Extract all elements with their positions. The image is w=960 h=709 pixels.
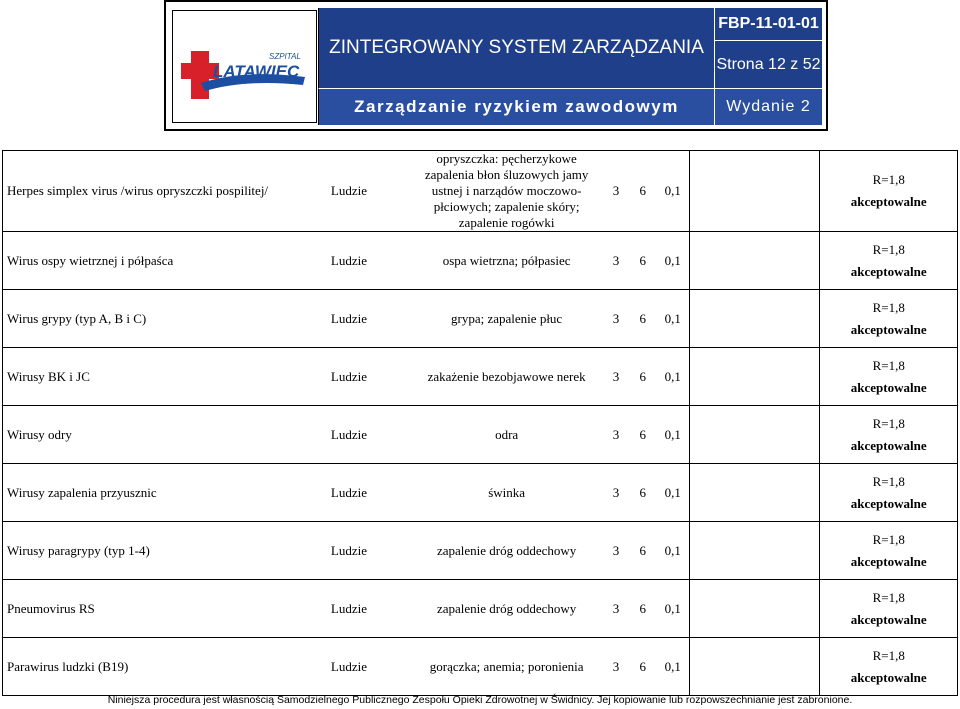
risk-cell — [820, 151, 958, 232]
spacer-cell — [690, 522, 820, 580]
risk-cell — [820, 406, 958, 464]
probability-cell: 0,1 — [656, 638, 690, 696]
probability-cell: 0,1 — [656, 151, 690, 232]
risk-cell — [820, 348, 958, 406]
exposure-cell: 6 — [629, 290, 656, 348]
spacer-cell — [690, 232, 820, 290]
spacer-cell — [690, 580, 820, 638]
page-number: Strona 12 z 52 — [714, 41, 822, 88]
risk-cell — [820, 580, 958, 638]
risk-value: R=1,8 — [872, 647, 905, 663]
spacer-cell — [690, 290, 820, 348]
group-cell: Ludzie — [287, 464, 410, 522]
agent-cell: Wirusy zapalenia przyusznic — [3, 464, 288, 522]
risk-cell — [820, 522, 958, 580]
risk-cell — [820, 638, 958, 696]
table-row — [3, 406, 958, 464]
severity-cell: 3 — [603, 348, 630, 406]
table-row — [3, 232, 958, 290]
probability-cell: 0,1 — [656, 232, 690, 290]
effect-cell: odra — [411, 406, 603, 464]
table-row — [3, 522, 958, 580]
risk-level: akceptowalne — [850, 263, 927, 279]
exposure-cell: 6 — [629, 638, 656, 696]
effect-cell: opryszczka: pęcherzykowe zapalenia błon śluzowych jamy ustnej i narządów moczowo-płciowych; zapalenie skóry; zapalenie rogówki — [411, 151, 603, 232]
document-subtitle: Zarządzanie ryzykiem zawodowym — [318, 88, 714, 125]
effect-cell: ospa wietrzna; półpasiec — [411, 232, 603, 290]
risk-level: akceptowalne — [850, 553, 927, 569]
risk-level: akceptowalne — [850, 437, 927, 453]
table-row — [3, 290, 958, 348]
exposure-cell: 6 — [629, 580, 656, 638]
agent-cell: Parawirus ludzki (B19) — [3, 638, 288, 696]
risk-value: R=1,8 — [872, 357, 905, 373]
table-row — [3, 464, 958, 522]
effect-cell: grypa; zapalenie płuc — [411, 290, 603, 348]
table-row — [3, 580, 958, 638]
agent-cell: Wirus grypy (typ A, B i C) — [3, 290, 288, 348]
exposure-cell: 6 — [629, 348, 656, 406]
group-cell: Ludzie — [287, 406, 410, 464]
document-code: FBP-11-01-01 — [714, 8, 822, 41]
group-cell: Ludzie — [287, 348, 410, 406]
severity-cell: 3 — [603, 151, 630, 232]
group-cell: Ludzie — [287, 290, 410, 348]
hospital-logo — [172, 10, 317, 123]
effect-cell: gorączka; anemia; poronienia — [411, 638, 603, 696]
agent-cell: Wirusy paragrypy (typ 1-4) — [3, 522, 288, 580]
document-header — [164, 0, 828, 131]
risk-value: R=1,8 — [872, 473, 905, 489]
probability-cell: 0,1 — [656, 348, 690, 406]
risk-level: akceptowalne — [850, 379, 927, 395]
severity-cell: 3 — [603, 290, 630, 348]
group-cell: Ludzie — [287, 522, 410, 580]
risk-level: akceptowalne — [850, 669, 927, 685]
severity-cell: 3 — [603, 522, 630, 580]
spacer-cell — [690, 406, 820, 464]
group-cell: Ludzie — [287, 638, 410, 696]
effect-cell: zapalenie dróg oddechowy — [411, 522, 603, 580]
effect-cell: zapalenie dróg oddechowy — [411, 580, 603, 638]
exposure-cell: 6 — [629, 406, 656, 464]
svg-text:LATAWIEC: LATAWIEC — [213, 62, 300, 81]
severity-cell: 3 — [603, 232, 630, 290]
risk-level: akceptowalne — [850, 611, 927, 627]
risk-table — [2, 150, 958, 696]
group-cell: Ludzie — [287, 151, 410, 232]
svg-text:SZPITAL: SZPITAL — [269, 52, 301, 61]
exposure-cell: 6 — [629, 151, 656, 232]
probability-cell: 0,1 — [656, 522, 690, 580]
exposure-cell: 6 — [629, 232, 656, 290]
agent-cell: Wirusy BK i JC — [3, 348, 288, 406]
exposure-cell: 6 — [629, 522, 656, 580]
table-row — [3, 638, 958, 696]
risk-value: R=1,8 — [872, 241, 905, 257]
risk-cell — [820, 232, 958, 290]
risk-level: akceptowalne — [850, 495, 927, 511]
spacer-cell — [690, 464, 820, 522]
risk-value: R=1,8 — [872, 415, 905, 431]
spacer-cell — [690, 151, 820, 232]
probability-cell: 0,1 — [656, 580, 690, 638]
risk-value: R=1,8 — [872, 589, 905, 605]
edition-label: Wydanie 2 — [714, 88, 822, 125]
risk-cell — [820, 464, 958, 522]
probability-cell: 0,1 — [656, 406, 690, 464]
severity-cell: 3 — [603, 406, 630, 464]
table-row — [3, 151, 958, 232]
risk-level: akceptowalne — [850, 321, 927, 337]
effect-cell: świnka — [411, 464, 603, 522]
group-cell: Ludzie — [287, 232, 410, 290]
probability-cell: 0,1 — [656, 290, 690, 348]
severity-cell: 3 — [603, 580, 630, 638]
agent-cell: Wirus ospy wietrznej i półpaśca — [3, 232, 288, 290]
group-cell: Ludzie — [287, 580, 410, 638]
effect-cell: zakażenie bezobjawowe nerek — [411, 348, 603, 406]
risk-cell — [820, 290, 958, 348]
risk-value: R=1,8 — [872, 299, 905, 315]
risk-value: R=1,8 — [872, 172, 905, 187]
agent-cell: Herpes simplex virus /wirus opryszczki pospilitej/ — [3, 151, 288, 232]
table-row — [3, 348, 958, 406]
agent-cell: Wirusy odry — [3, 406, 288, 464]
severity-cell: 3 — [603, 464, 630, 522]
spacer-cell — [690, 348, 820, 406]
spacer-cell — [690, 638, 820, 696]
risk-value: R=1,8 — [872, 531, 905, 547]
probability-cell: 0,1 — [656, 464, 690, 522]
severity-cell: 3 — [603, 638, 630, 696]
agent-cell: Pneumovirus RS — [3, 580, 288, 638]
footer-notice: Niniejsza procedura jest własnością Samodzielnego Publicznego Zespołu Opieki Zdrowotnej w Świdnicy. Jej kopiowanie lub rozpowszechnianie jest zabronione. — [107, 694, 853, 706]
system-title: ZINTEGROWANY SYSTEM ZARZĄDZANIA — [318, 8, 714, 88]
risk-level: akceptowalne — [850, 194, 927, 209]
exposure-cell: 6 — [629, 464, 656, 522]
